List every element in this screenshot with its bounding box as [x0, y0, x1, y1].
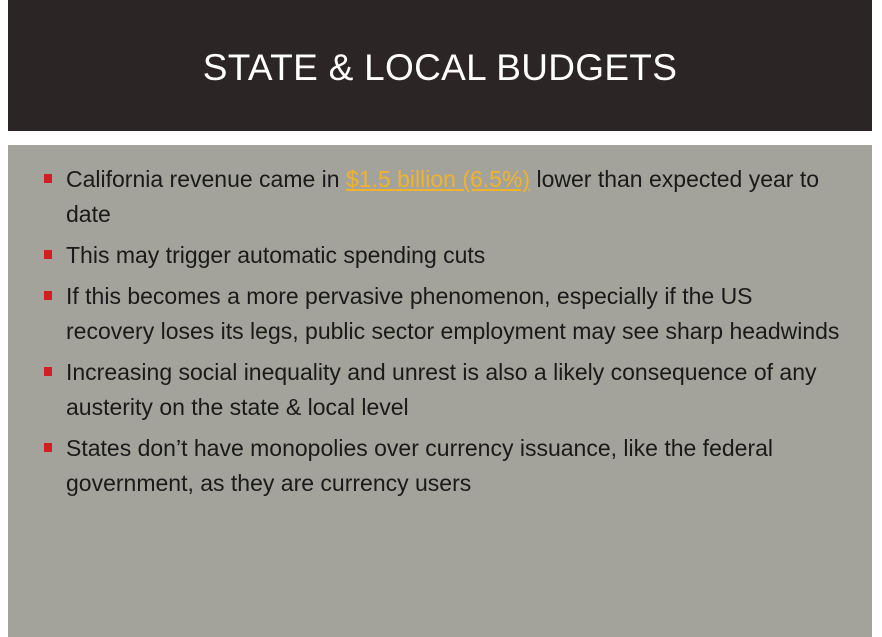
- square-bullet-icon: [44, 443, 52, 452]
- title-bar: [8, 0, 872, 131]
- bullet-text-after-link: lower than expected year to date: [66, 166, 820, 227]
- bullet-text: If this becomes a more pervasive phenomenon, especially if the US recovery loses its legs, public sector employment may see sharp headwinds: [66, 283, 840, 344]
- bullet-text: This may trigger automatic spending cuts: [66, 242, 486, 268]
- bullet-item-currency-issuance: [44, 431, 844, 501]
- bullet-item-california-revenue: [44, 162, 844, 232]
- square-bullet-icon: [44, 250, 52, 259]
- slide-title: STATE & LOCAL BUDGETS: [202, 46, 678, 88]
- square-bullet-icon: [44, 174, 52, 183]
- content-panel: [8, 145, 872, 637]
- bullet-item-social-inequality: [44, 355, 844, 425]
- bullet-list: [44, 162, 844, 507]
- square-bullet-icon: [44, 367, 52, 376]
- bullet-item-spending-cuts: [44, 238, 844, 273]
- bullet-item-public-sector-employment: [44, 279, 844, 349]
- bullet-text-before-link: California revenue came in: [66, 166, 346, 192]
- bullet-text: States don’t have monopolies over currency issuance, like the federal government, as they are currency users: [66, 435, 774, 496]
- bullet-text: Increasing social inequality and unrest is also a likely consequence of any austerity on the state & local level: [66, 359, 817, 420]
- revenue-shortfall-link[interactable]: $1.5 billion (6.5%): [345, 166, 531, 192]
- square-bullet-icon: [44, 291, 52, 300]
